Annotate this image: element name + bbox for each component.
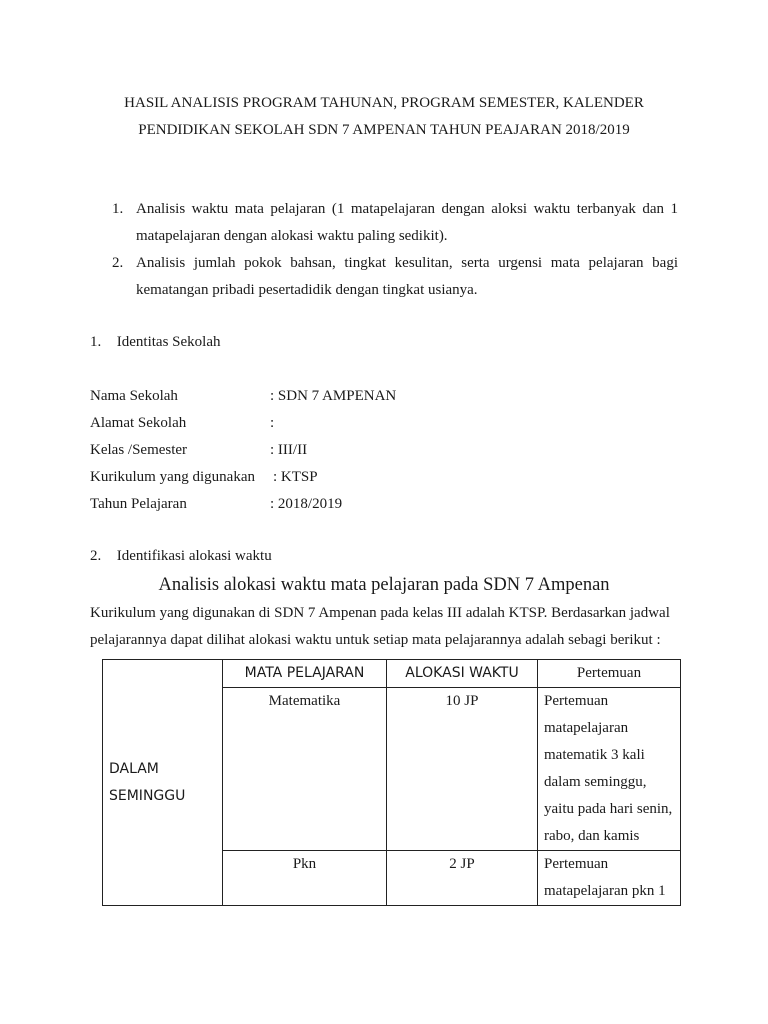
document-title [90, 90, 678, 144]
intro-paragraph: Kurikulum yang digunakan di SDN 7 Ampenan pada kelas III adalah KTSP. Berdasarkan jadwal pelajarannya dapat dilihat alokasi waktu untuk setiap mata pelajarannya adalah sebagi berikut : [90, 605, 670, 648]
identity-label: Kurikulum yang digunakan [90, 469, 255, 485]
section-title: Identifikasi alokasi waktu [116, 548, 272, 564]
analysis-subtitle: Analisis alokasi waktu mata pelajaran pada SDN 7 Ampenan [158, 575, 610, 595]
objective-item [90, 196, 678, 250]
objective-text: Analisis jumlah pokok bahsan, tingkat kesulitan, serta urgensi mata pelajaran bagi kematangan pribadi pesertadidik dengan tingkat usianya. [136, 255, 678, 298]
section-number: 1. [90, 334, 102, 350]
objectives-list [90, 196, 678, 304]
objective-number: 2. [112, 255, 124, 271]
identity-row [90, 437, 678, 464]
identity-row [90, 491, 678, 518]
title-line-1: HASIL ANALISIS PROGRAM TAHUNAN, PROGRAM SEMESTER, KALENDER [124, 95, 644, 111]
identity-value: : SDN 7 AMPENAN [270, 388, 397, 404]
meeting-cell: Pertemuan matapelajaran matematik 3 kali dalam seminggu, yaitu pada hari senin, rabo, dan kamis [538, 688, 681, 851]
header-time: ALOKASI WAKTU [387, 660, 538, 688]
subject-cell: Pkn [223, 851, 387, 906]
identity-row [90, 383, 678, 410]
title-line-2: PENDIDIKAN SEKOLAH SDN 7 AMPENAN TAHUN PEAJARAN 2018/2019 [138, 122, 630, 138]
identity-label: Alamat Sekolah [90, 415, 187, 431]
allocation-table [102, 659, 681, 906]
table-header-row [103, 660, 681, 688]
identity-label: Tahun Pelajaran [90, 496, 187, 512]
subject-cell: Matematika [223, 688, 387, 851]
header-meeting: Pertemuan [538, 660, 681, 688]
identity-label: Kelas /Semester [90, 442, 188, 458]
section-heading-identitas [90, 329, 220, 356]
objective-number: 1. [112, 201, 124, 217]
identity-table [90, 383, 678, 518]
header-subject: MATA PELAJARAN [223, 660, 387, 688]
identity-row [90, 410, 678, 437]
section-number: 2. [90, 548, 102, 564]
time-cell: 2 JP [387, 851, 538, 906]
identity-value: : [270, 415, 275, 431]
identity-value: : 2018/2019 [270, 496, 343, 512]
identity-value: : KTSP [273, 469, 318, 485]
identity-value: : III/II [270, 442, 308, 458]
meeting-cell: Pertemuan matapelajaran pkn 1 [538, 851, 681, 906]
section-title: Identitas Sekolah [116, 334, 221, 350]
identity-label: Nama Sekolah [90, 388, 178, 404]
objective-text: Analisis waktu mata pelajaran (1 matapelajaran dengan aloksi waktu terbanyak dan 1 matapelajaran dengan alokasi waktu paling sedikit). [136, 201, 678, 244]
row-label-cell: DALAM SEMINGGU [103, 660, 223, 906]
section-heading-alokasi [90, 543, 272, 570]
objective-item [90, 250, 678, 304]
identity-row [90, 464, 678, 491]
time-cell: 10 JP [387, 688, 538, 851]
